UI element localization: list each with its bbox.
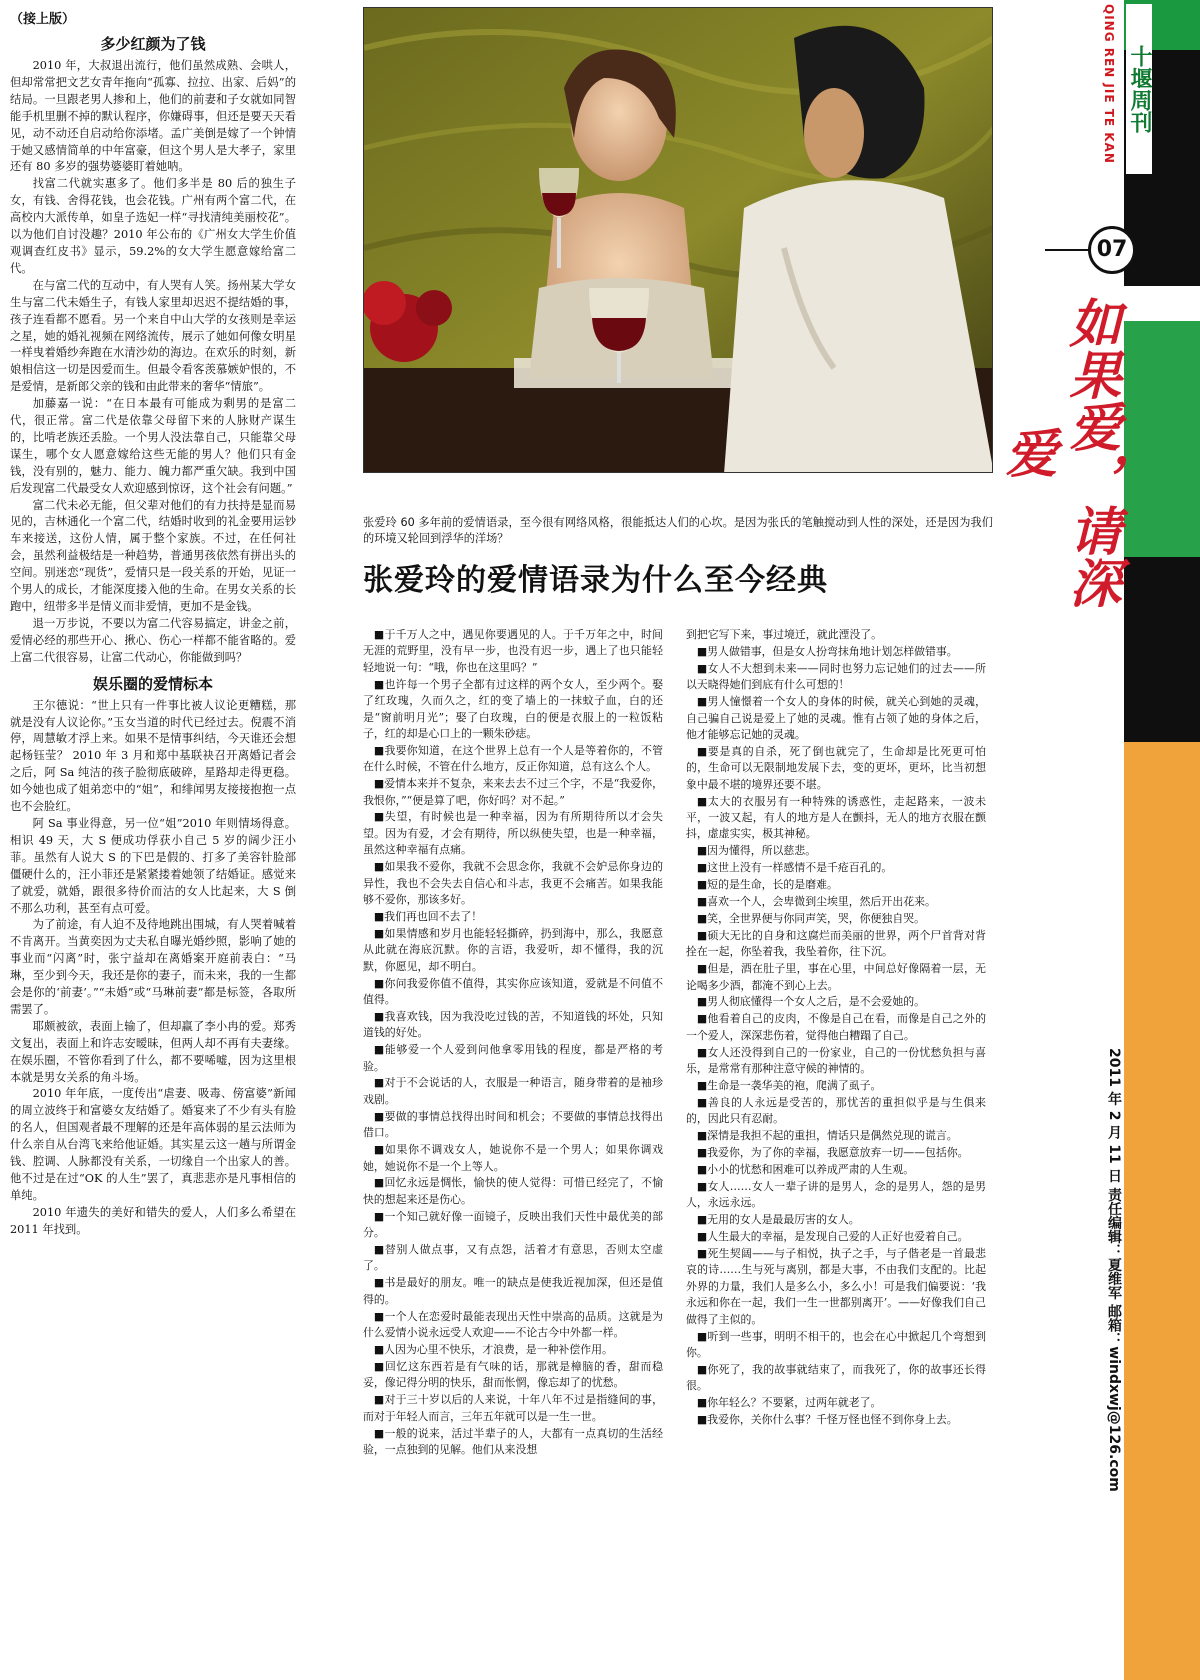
section-body-money	[10, 58, 296, 667]
quote-item: ■我爱你，为了你的幸福，我愿意放弃一切——包括你。	[696, 1146, 969, 1160]
left-paragraph: 阿 Sa 事业得意，另一位“姐”2010 年则情场得意。相识 49 天，大 S 便成功俘获小自己 5 岁的阔少汪小菲。虽然有人说大 S 的下巴是假的、打多了美容针脸部僵硬什么的，汪小菲还是紧紧搂着她领了结婚证。感觉来了就爱，就婚，跟很多待价而沽的女人比起来，大 S 倒不那么功利，甚至有点可爱。	[10, 816, 296, 915]
quote-item: ■女人……女人一辈子讲的是男人，念的是男人，怨的是男人，永远永远。	[686, 1179, 986, 1210]
quote-item: ■一个人在恋爱时最能表现出天性中崇高的品质。这就是为什么爱情小说永远受人欢迎——不论古今中外都一样。	[363, 1309, 663, 1340]
quote-item: ■笑，全世界便与你同声笑，哭，你便独自哭。	[696, 911, 925, 925]
quote-item: ■要是真的自杀，死了倒也就完了，生命却是比死更可怕的，生命可以无限制地发展下去，变的更坏，更坏，比当初想象中最不堪的境界还要不堪。	[686, 744, 986, 791]
quote-item: ■替别人做点事，又有点怨，活着才有意思，否则太空虚了。	[363, 1243, 663, 1273]
left-column	[0, 0, 300, 1680]
left-paragraph: 耶颇被欲，表面上输了，但却赢了李小冉的爱。郑秀文复出，表面上和许志安暧昧，但两人却不再有夫妻缘。在娱乐圈，不管你看到了什么，都不要唏嘘，因为这里根本就是男女关系的角斗场。	[10, 1019, 296, 1084]
quote-item: ■深情是我担不起的重担，情话只是偶然兑现的谎言。	[696, 1129, 958, 1143]
quote-item: ■如果情感和岁月也能轻轻撕碎，扔到海中，那么，我愿意从此就在海底沉默。你的言语，我爱听，却不懂得，我的沉默，你愿见，却不明白。	[363, 926, 663, 973]
quote-item: ■我要你知道，在这个世界上总有一个人是等着你的，不管在什么时候，不管在什么地方，反正你知道，总有这么个人。	[363, 743, 663, 774]
quote-item: ■男人彻底懂得一个女人之后，是不会爱她的。	[696, 995, 925, 1009]
quote-item: ■生命是一袭华美的袍，爬满了虱子。	[696, 1078, 882, 1092]
quote-item: ■你年轻么？不要紧，过两年就老了。	[696, 1396, 882, 1410]
quote-item: ■女人不大想到未来——同时也努力忘记她们的过去——所以天晓得她们到底有什么可想的！	[686, 661, 986, 692]
date-editor-line: 2011 年 2 月 11 日 责任编辑：夏维军 邮箱：windxwj@126.com	[1106, 1048, 1122, 1492]
quote-item: ■回忆这东西若是有气味的话，那就是樟脑的香，甜而稳妥，像记得分明的快乐，甜而怅惘，像忘却了的忧愁。	[363, 1359, 663, 1390]
quote-item: ■对于三十岁以后的人来说，十年八年不过是指缝间的事，而对于年轻人而言，三年五年就可以是一生一世。	[363, 1393, 663, 1423]
quote-item: ■书是最好的朋友。唯一的缺点是使我近视加深，但还是值得的。	[363, 1276, 663, 1306]
quote-item: ■也许每一个男子全都有过这样的两个女人，至少两个。娶了红玫瑰，久而久之，红的变了墙上的一抹蚊子血，白的还是“窗前明月光”；娶了白玫瑰，白的便是衣服上的一粒饭粘子，红的却是心口上的一颗朱砂痣。	[363, 677, 663, 740]
quote-item: ■你死了，我的故事就结束了，而我死了，你的故事还长得很。	[686, 1362, 986, 1393]
masthead-pinyin: QING REN JIE TE KAN	[1102, 4, 1116, 164]
quotes-column-1	[363, 627, 663, 1677]
quote-item: ■我爱你，关你什么事？千怪万怪也怪不到你身上去。	[696, 1413, 958, 1427]
quote-item: ■但是，酒在肚子里，事在心里，中间总好像隔着一层，无论喝多少酒，都淹不到心上去。	[686, 962, 986, 992]
quote-item: ■如果你不调戏女人，她说你不是一个男人；如果你调戏她，她说你不是一个上等人。	[363, 1143, 663, 1173]
quote-item: ■能够爱一个人爱到问他拿零用钱的程度，都是严格的考验。	[363, 1043, 663, 1073]
quote-item: ■人因为心里不快乐，才浪费，是一种补偿作用。	[373, 1342, 613, 1356]
quote-item: ■因为懂得，所以慈悲。	[696, 844, 817, 858]
quote-item: ■男人憧憬着一个女人的身体的时候，就关心到她的灵魂，自己骗自己说是爱上了她的灵魂。惟有占领了她的身体之后，他才能够忘记她的灵魂。	[686, 695, 986, 741]
quote-item: ■无用的女人是最最厉害的女人。	[696, 1213, 860, 1227]
page-number: 07	[1088, 226, 1136, 274]
quote-item: ■于千万人之中，遇见你要遇见的人。于千万年之中，时间无涯的荒野里，没有早一步，也没有迟一步，遇上了也只能轻轻地说一句：“哦，你也在这里吗？”	[363, 628, 663, 674]
masthead-logo: 十堰周刊	[1126, 4, 1152, 174]
left-paragraph: 退一万步说，不要以为富二代容易搞定，讲金之前，爱情必经的那些开心、揪心、伤心一样都不能省略的。爱上富二代很容易，让富二代动心，你能做到吗？	[10, 616, 296, 664]
strip-band-white	[1124, 286, 1200, 321]
left-paragraph: 王尔德说：“世上只有一件事比被人议论更糟糕，那就是没有人议论你。”玉女当道的时代已经过去。倪震不消停，周慧敏才浮上来。如果不是情事纠结，今天谁还会想起杨钰莹？ 2010 年 3 月和郑中基联袂召开离婚记者会之后，阿 Sa 纯洁的孩子脸彻底破碎，星路却走得更稳。如今她也成了姐弟恋中的“姐”，和绯闻男友接接抱抱一点也不会脸红。	[10, 698, 296, 814]
quote-item: ■死生契阔——与子相悦，执子之手，与子偕老是一首最悲哀的诗……生与死与离别，都是大事，不由我们支配的。比起外界的力量，我们人是多么小，多么小！可是我们偏要说：‘我永远和你在一起，我们一生一世都别离开’。——好像我们自己做得了主似的。	[686, 1247, 986, 1326]
article-intro: 张爱玲 60 多年前的爱情语录，至今很有网络风格，很能抵达人们的心坎。是因为张氏的笔触搅动到人性的深处，还是因为我们的环境又轮回到浮华的洋场？	[363, 516, 993, 545]
quotes-column-2	[686, 627, 986, 1677]
quote-item: 到把它写下来，事过境迁，就此湮没了。	[686, 628, 883, 641]
strip-band-orange	[1124, 742, 1200, 1680]
strip-band-green	[1124, 321, 1200, 557]
quote-item: ■失望，有时候也是一种幸福，因为有所期待所以才会失望。因为有爱，才会有期待，所以纵使失望，也是一种幸福，虽然这种幸福有点痛。	[363, 810, 663, 857]
section-body-entertainment	[10, 698, 296, 1239]
quote-item: ■我喜欢钱，因为我没吃过钱的苦，不知道钱的坏处，只知道钱的好处。	[363, 1009, 663, 1040]
photo-illustration	[364, 8, 993, 473]
quote-item: ■要做的事情总找得出时间和机会；不要做的事情总找得出借口。	[363, 1109, 663, 1140]
left-paragraph: 2010 年，大叔退出流行，他们虽然成熟、会哄人，但却常常把文艺女青年拖向“孤寡、拉拉、出家、后妈”的结局。一旦跟老男人掺和上，他们的前妻和子女就如同智能手机里删不掉的默认程序，你嫌碍事，但还是要天天看见，动不动还自启动给你添堵。孟广美倒是嫁了一个钟情于她又感情简单的中年富豪，但这个男人是大孝子，家里还有 80 多岁的强势婆婆盯着她呐。	[10, 59, 296, 174]
quote-item: ■如果我不爱你，我就不会思念你，我就不会妒忌你身边的异性，我也不会失去自信心和斗志，我更不会痛苦。如果我能够不爱你，那该多好。	[363, 860, 663, 906]
quote-item: ■听到一些事，明明不相干的，也会在心中掀起几个弯想到你。	[686, 1329, 986, 1359]
quote-item: ■太大的衣服另有一种特殊的诱惑性，走起路来，一波未平，一波又起，有人的地方是人在颤抖，无人的地方衣服在颤抖，虚虚实实，极其神秘。	[686, 794, 986, 841]
quote-item: ■对于不会说话的人，衣服是一种语言，随身带着的是袖珍戏剧。	[363, 1076, 663, 1106]
left-paragraph: 为了前途，有人迫不及待地跳出围城，有人哭着喊着不肯离开。当黄奕因为丈夫私自曝光婚纱照，影响了她的事业而“闪离”时，张宁益却在离婚案开庭前表白：“马琳，至少到今天，我还是你的妻子，而未来，我的一生都会是你的‘前妻’。”“未婚”或“马琳前妻”都是标签，各取所需罢了。	[10, 918, 296, 1016]
strip-band-black-lower	[1124, 557, 1200, 742]
column-title: 如果爱，请深爱	[996, 296, 1121, 608]
left-paragraph: 2010 年遗失的美好和错失的爱人，人们多么希望在 2011 年找到。	[10, 1205, 296, 1236]
left-paragraph: 在与富二代的互动中，有人哭有人笑。扬州某大学女生与富二代未婚生子，有钱人家里却迟迟不提结婚的事，孩子连看都不愿看。另一个来自中山大学的女孩则是幸运之星，她的婚礼视频在网络流传，展示了她如何像女明星一样曳着婚纱奔跑在水清沙幼的海边。在欢乐的时刻，新娘相信这一切是因爱而生。但最令看客羡慕嫉妒恨的，不是爱情，是新郎父亲的钱和由此带来的奢华“情旅”。	[10, 278, 296, 394]
quote-item: ■这世上没有一样感情不是千疮百孔的。	[696, 861, 893, 875]
quote-item: ■男人做错事，但是女人扮弯抹角地计划怎样做错事。	[696, 644, 958, 658]
article-title: 张爱玲的爱情语录为什么至今经典	[363, 563, 828, 598]
quote-item: ■我们再也回不去了！	[373, 909, 483, 923]
quote-item: ■女人还没得到自己的一份家业，自己的一份忧愁负担与喜乐，是常常有那种注意守候的神情的。	[686, 1045, 986, 1076]
section-title-money: 多少红颜为了钱	[100, 35, 206, 53]
left-paragraph: 富二代未必无能，但父辈对他们的有力扶持是显而易见的，吉林通化一个富二代，结婚时收到的礼金要用运钞车来接送，这份人情，属于整个家族。不过，在任何社会，虽然利益极结是一种趋势，普通男孩依然有拼出头的空间。别迷恋“现货”，爱情只是一段关系的开始，见证一个男人的成长，才能深度搂入他的生命。在男女关系的长跑中，纽带多半是情义而非爱情，更加不是金钱。	[10, 498, 296, 613]
left-paragraph: 找富二代就实惠多了。他们多半是 80 后的独生子女，有钱、舍得花钱，也会花钱。广州有两个富二代，在高校内大派传单，如皇子选妃一样“寻找清纯美丽校花”。以为他们自讨没趣？2010 年公布的《广州女大学生价值观调查红皮书》显示，59.2%的女大学生愿意嫁给富二代。	[10, 177, 296, 275]
left-paragraph: 2010 年年底，一度传出“虐妻、吸毒、傍富婆”新闻的周立波终于和富婆女友结婚了。婚宴来了不少有头有脸的名人，但国观者最不理解的还是年高体弱的星云法师为什么亲自从台湾飞来给他证婚。其实星云这一趟与所谓金钱、腔调、人脉都没有关系，一切缘自一个出家人的善。他不过是在过“OK 的人生”罢了，真悲悲亦是凡事相信的单纯。	[10, 1087, 296, 1202]
quote-item: ■回忆永远是惆怅，愉快的使人觉得：可惜已经完了，不愉快的想起来还是伤心。	[363, 1176, 663, 1206]
quote-item: ■人生最大的幸福，是发现自己爱的人正好也爱着自己。	[696, 1230, 969, 1244]
quote-item: ■小小的忧愁和困难可以养成严肃的人生观。	[696, 1163, 915, 1176]
quote-item: ■他看着自己的皮肉，不像是自己在看，而像是自己之外的一个爱人，深深悲伤着，觉得他白糟蹋了自己。	[686, 1012, 986, 1042]
left-paragraph: 加藤嘉一说：“在日本最有可能成为剩男的是富二代，很正常。富二代是依靠父母留下来的人脉财产谋生的，比啃老族还丢脸。一个男人没法靠自己，只能靠父母谋生，哪个女人愿意嫁给这些无能的男人？他们只有金钱，没有别的，魅力、能力、魄力都严重欠缺。我到中国后发现富二代最受女人欢迎感到惊讶，这个社会有问题。”	[10, 397, 296, 495]
continued-tag: （接上版）	[10, 12, 76, 27]
quote-item: ■喜欢一个人，会卑微到尘埃里，然后开出花来。	[696, 895, 936, 908]
quote-item: ■硕大无比的自身和这腐烂而美丽的世界，两个尸首背对背拴在一起，你坠着我，我坠着你，往下沉。	[686, 928, 986, 959]
quote-item: ■一个知己就好像一面镜子，反映出我们天性中最优美的部分。	[363, 1209, 663, 1240]
quote-item: ■爱情本来并不复杂，来来去去不过三个字，不是“我爱你，我恨你，”“便是算了吧，你好吗？对不起。”	[363, 777, 663, 807]
quote-item: ■善良的人永远是受苦的，那忧苦的重担似乎是与生俱来的，因此只有忍耐。	[686, 1095, 986, 1126]
quote-item: ■你问我爱你值不值得，其实你应该知道，爱就是不问值不值得。	[363, 976, 663, 1006]
couple-dinner-photo	[363, 7, 993, 473]
quote-item: ■短的是生命，长的是磨难。	[696, 878, 838, 892]
quote-item: ■一般的说来，活过半辈子的人，大都有一点真切的生活经验，一点独到的见解。他们从来没想	[363, 1426, 663, 1456]
section-title-entertainment: 娱乐圈的爱情标本	[92, 674, 213, 693]
